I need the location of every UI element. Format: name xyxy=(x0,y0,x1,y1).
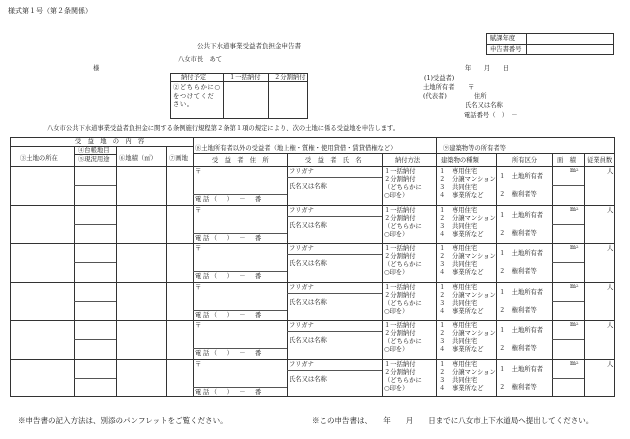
land-area-header: ⑥地積（㎡） xyxy=(119,155,157,162)
area-unit-base: m xyxy=(570,205,576,213)
building-type-number: ２ xyxy=(439,214,446,222)
name-label: 氏名又は名称 xyxy=(289,183,327,190)
building-type-number: １ xyxy=(439,322,446,329)
land-content-header: 受 益 地 の 内 容 xyxy=(75,138,145,145)
ownership-option: １ 土地所有者 xyxy=(499,250,544,257)
building-type-option: 事業所など xyxy=(452,346,484,353)
ownership-option: １ 土地所有者 xyxy=(499,327,544,334)
furigana-divider xyxy=(287,216,382,217)
use-divider xyxy=(74,301,116,302)
row-divider xyxy=(10,359,615,360)
area-unit xyxy=(570,245,579,251)
building-type-option: 分譲マンション xyxy=(452,330,496,337)
furigana-label: フリガナ xyxy=(289,322,314,329)
payment-option: ２分割納付 xyxy=(384,330,416,337)
area-divider xyxy=(552,262,584,263)
building-type-option: 分譲マンション xyxy=(452,291,496,299)
area-unit-base: m xyxy=(570,244,576,251)
payment-option: １一括納付 xyxy=(384,206,416,214)
furigana-label: フリガナ xyxy=(289,360,314,368)
building-type-number: １ xyxy=(439,206,446,214)
building-type-option: 専用住宅 xyxy=(452,283,478,291)
row-divider xyxy=(10,243,615,244)
payment-option: （どちらかに xyxy=(384,299,422,307)
area-unit-exponent: 2 xyxy=(575,167,579,172)
phone-label: 電話（ ） － 番 xyxy=(195,311,263,319)
employee-unit: 人 xyxy=(607,360,614,368)
row-divider xyxy=(10,282,615,283)
area-divider xyxy=(552,224,584,225)
ownership-option: ２ 権利者等 xyxy=(499,345,537,352)
area-divider xyxy=(552,185,584,186)
payment-option: ○印を） xyxy=(384,346,409,353)
building-type-option: 共同住宅 xyxy=(452,376,478,384)
phone-label: 電話（ ） － 番 xyxy=(195,196,263,203)
use-divider xyxy=(74,378,116,379)
payment-option: １一括納付 xyxy=(384,168,416,175)
ownership-option: １ 土地所有者 xyxy=(499,211,544,219)
building-type-number: １ xyxy=(439,245,446,252)
furigana-label: フリガナ xyxy=(289,206,314,214)
employee-unit: 人 xyxy=(607,322,614,329)
area-unit-exponent: 2 xyxy=(575,321,579,326)
payment-option: ○印を） xyxy=(384,192,409,199)
beneficiary-name-header: 受 益 者 氏 名 xyxy=(305,157,362,164)
row-divider xyxy=(10,205,615,206)
payment-option: （どちらかに xyxy=(384,338,422,345)
address-label: 住所 xyxy=(474,93,487,100)
building-type-option: 分譲マンション xyxy=(452,253,496,260)
postal-mark: 〒 xyxy=(468,84,475,91)
phone-label: 電話番号（ ） － xyxy=(464,112,518,119)
ownership-option: １ 土地所有者 xyxy=(499,288,544,296)
building-type-option: 共同住宅 xyxy=(452,184,478,191)
footer-note-instructions: ※申告書の記入方法は、別添のパンフレットをご覧ください。 xyxy=(18,416,228,425)
area-divider xyxy=(552,301,584,302)
ownership-option: １ 土地所有者 xyxy=(499,365,544,373)
furigana-divider xyxy=(287,177,382,178)
payment-option: ○印を） xyxy=(384,269,409,276)
area-unit xyxy=(570,284,579,290)
furigana-divider xyxy=(287,254,382,255)
area-unit-base: m xyxy=(570,282,576,290)
building-type-number: ４ xyxy=(439,269,446,276)
area-divider xyxy=(552,378,584,379)
employees-header: 従業員数 xyxy=(587,157,613,164)
payment-option: １一括納付 xyxy=(384,360,416,368)
payment-option: （どちらかに xyxy=(384,222,422,230)
building-type-number: ３ xyxy=(439,261,446,268)
building-type-option: 事業所など xyxy=(452,269,484,276)
building-type-number: １ xyxy=(439,283,446,291)
payment-option: ２分割納付 xyxy=(384,214,416,222)
land-location-header: ③土地の所在 xyxy=(20,155,58,162)
postal-mark: 〒 xyxy=(195,322,202,329)
payment-option: （どちらかに xyxy=(384,261,422,268)
building-type-option: 専用住宅 xyxy=(452,245,478,252)
use-divider xyxy=(74,224,116,225)
current-use-header: ⑤現況用途 xyxy=(78,156,110,163)
furigana-label: フリガナ xyxy=(289,245,314,252)
address-divider xyxy=(193,233,287,234)
building-type-option: 事業所など xyxy=(452,192,484,199)
use-divider xyxy=(74,185,116,186)
date-label: 年 月 日 xyxy=(465,65,510,72)
declaration-text: 八女市公共下水道事業受益者負担金に関する条例施行規程第２条第１項の規定により、次の土地に係る受益地を申告します。 xyxy=(47,125,400,132)
ownership-option: ２ 権利者等 xyxy=(499,229,537,237)
payment-option: ○印を） xyxy=(384,307,409,315)
building-type-option: 専用住宅 xyxy=(452,322,478,329)
building-type-option: 専用住宅 xyxy=(452,360,478,368)
area-unit xyxy=(570,322,579,328)
name-label: 氏名又は名称 xyxy=(289,375,327,383)
payment-option: ○印を） xyxy=(384,384,409,392)
form-number: 様式第１号（第２条関係） xyxy=(8,7,92,15)
postal-mark: 〒 xyxy=(195,206,202,214)
use-divider xyxy=(74,262,116,263)
payment-option: ２分割納付 xyxy=(384,253,416,260)
building-type-number: ４ xyxy=(439,307,446,315)
payment-method-header: 納付方法 xyxy=(395,157,421,164)
address-divider xyxy=(193,348,287,349)
payment-option: １一括納付 xyxy=(384,283,416,291)
building-type-number: ３ xyxy=(439,299,446,307)
name-label: 氏名又は名称 xyxy=(289,260,327,267)
address-divider xyxy=(193,194,287,195)
area-unit xyxy=(570,361,579,367)
building-type-option: 事業所など xyxy=(452,230,484,238)
area-unit-base: m xyxy=(570,359,576,367)
payment-plan-header: 納付予定 xyxy=(181,74,207,81)
beneficiary-address-header: 受 益 者 住 所 xyxy=(212,157,269,164)
footer-note-deadline: ※この申告書は、 年 月 日までに八女市上下水道局へ提出してください。 xyxy=(312,416,594,425)
sama-label: 様 xyxy=(93,65,100,72)
furigana-divider xyxy=(287,370,382,371)
building-type-option: 事業所など xyxy=(452,307,484,315)
furigana-label: フリガナ xyxy=(289,168,314,175)
name-label: 氏名又は名称 xyxy=(465,102,503,109)
payment-option: ２分割納付 xyxy=(384,368,416,376)
building-type-number: ４ xyxy=(439,230,446,238)
building-owner-header: ⑨建築物等の所有者等 xyxy=(443,145,506,152)
tax-year-label: 賦課年度 xyxy=(490,35,516,42)
postal-mark: 〒 xyxy=(195,245,202,252)
employee-unit: 人 xyxy=(607,245,614,252)
building-type-option: 分譲マンション xyxy=(452,368,496,376)
ownership-option: ２ 権利者等 xyxy=(499,383,537,391)
building-type-option: 事業所など xyxy=(452,384,484,392)
furigana-divider xyxy=(287,331,382,332)
ownership-option: ２ 権利者等 xyxy=(499,268,537,275)
building-type-number: ２ xyxy=(439,368,446,376)
building-type-number: ４ xyxy=(439,384,446,392)
postal-mark: 〒 xyxy=(195,168,202,175)
building-type-option: 専用住宅 xyxy=(452,206,478,214)
area-unit xyxy=(570,207,579,213)
phone-label: 電話（ ） － 番 xyxy=(195,350,263,357)
area-unit-exponent: 2 xyxy=(575,244,579,249)
area-unit-base: m xyxy=(570,167,576,174)
filing-number-label: 申告書番号 xyxy=(490,46,522,53)
ownership-header: 所有区分 xyxy=(512,157,538,164)
building-type-option: 専用住宅 xyxy=(452,168,478,175)
area-unit-exponent: 2 xyxy=(575,282,579,288)
phone-label: 電話（ ） － 番 xyxy=(195,234,263,242)
payment-option: ２分割納付 xyxy=(384,291,416,299)
landowner-label: 土地所有者 xyxy=(423,84,455,91)
building-type-number: ４ xyxy=(439,346,446,353)
payment-option: （どちらかに xyxy=(384,376,422,384)
payment-option: １一括納付 xyxy=(384,245,416,252)
floor-area-header: 面 積 xyxy=(557,157,576,164)
building-type-option: 分譲マンション xyxy=(452,176,496,183)
employee-unit: 人 xyxy=(607,206,614,214)
furigana-label: フリガナ xyxy=(289,283,314,291)
building-type-option: 共同住宅 xyxy=(452,299,478,307)
building-type-number: ２ xyxy=(439,291,446,299)
building-type-option: 共同住宅 xyxy=(452,261,478,268)
ownership-option: ２ 権利者等 xyxy=(499,191,537,198)
building-type-option: 共同住宅 xyxy=(452,338,478,345)
installment-header: ２分割納付 xyxy=(274,74,306,81)
postal-mark: 〒 xyxy=(195,283,202,291)
building-type-number: ３ xyxy=(439,376,446,384)
area-unit xyxy=(570,168,579,174)
building-type-number: ２ xyxy=(439,176,446,183)
name-label: 氏名又は名称 xyxy=(289,298,327,306)
representative-label: (代表者) xyxy=(423,93,447,100)
building-type-number: ３ xyxy=(439,222,446,230)
area-unit-exponent: 2 xyxy=(575,359,579,365)
building-type-option: 分譲マンション xyxy=(452,214,496,222)
form-title: 公共下水道事業受益者負担金申告書 xyxy=(197,42,301,50)
name-label: 氏名又は名称 xyxy=(289,221,327,229)
building-type-number: ４ xyxy=(439,192,446,199)
row-divider xyxy=(10,320,615,321)
area-divider xyxy=(552,339,584,340)
use-divider xyxy=(74,339,116,340)
building-type-number: ３ xyxy=(439,338,446,345)
building-type-number: ２ xyxy=(439,253,446,260)
lump-sum-header: １一括納付 xyxy=(229,74,261,81)
payment-option: ２分割納付 xyxy=(384,176,416,183)
area-unit-base: m xyxy=(570,321,576,328)
ownership-option: ２ 権利者等 xyxy=(499,306,537,314)
employee-unit: 人 xyxy=(607,283,614,291)
address-divider xyxy=(193,310,287,311)
building-type-header: 建築物の種類 xyxy=(441,157,479,164)
building-type-number: ２ xyxy=(439,330,446,337)
building-type-option: 共同住宅 xyxy=(452,222,478,230)
building-type-number: ３ xyxy=(439,184,446,191)
payment-option: １一括納付 xyxy=(384,322,416,329)
payment-instruction: ②どちらかに○をつけてください。 xyxy=(173,84,221,108)
payment-option: ○印を） xyxy=(384,230,409,238)
name-label: 氏名又は名称 xyxy=(289,337,327,344)
register-category-header: ④台帳地目 xyxy=(78,147,110,154)
employee-unit: 人 xyxy=(607,168,614,175)
payment-option: （どちらかに xyxy=(384,184,422,191)
furigana-divider xyxy=(287,293,382,294)
phone-label: 電話（ ） － 番 xyxy=(195,273,263,280)
area-unit-exponent: 2 xyxy=(575,205,579,211)
building-type-number: １ xyxy=(439,360,446,368)
address-divider xyxy=(193,271,287,272)
parcel-header: ⑦画地 xyxy=(169,155,188,162)
address-divider xyxy=(193,387,287,388)
other-beneficiary-header: ⑧土地所有者以外の受益者（地上権・質権・使用貸借・賃貸借権など） xyxy=(195,145,397,152)
beneficiary-heading: (1)受益者) xyxy=(424,75,455,82)
building-type-number: １ xyxy=(439,168,446,175)
ownership-option: １ 土地所有者 xyxy=(499,173,544,180)
phone-label: 電話（ ） － 番 xyxy=(195,388,263,396)
addressee: 八女市長 あて xyxy=(178,56,223,63)
postal-mark: 〒 xyxy=(195,360,202,368)
